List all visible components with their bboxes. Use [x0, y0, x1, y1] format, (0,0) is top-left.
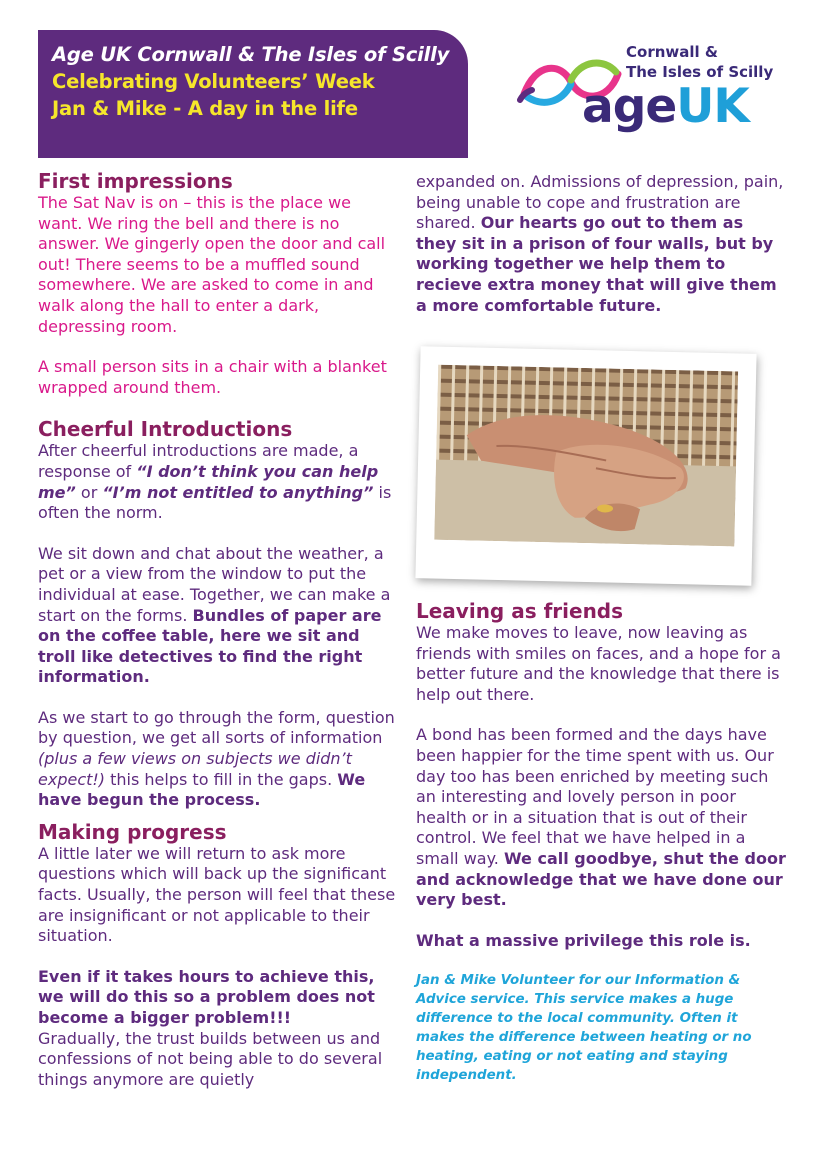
text-run-italic: (plus a few views on subjects we didn’t expect!) [38, 749, 352, 789]
text-run: As we start to go through the form, question by question, we get all sorts of information [38, 707, 395, 748]
header-org-name: Age UK Cornwall & The Isles of Scilly [52, 43, 450, 66]
text-run: or [75, 482, 103, 502]
logo-uk: UK [676, 79, 749, 134]
spacer [416, 911, 788, 931]
text-run-bold: We have begun the process. [38, 769, 366, 810]
header-event: Celebrating Volunteers’ Week [52, 70, 375, 93]
logo-region-line1: Cornwall & [626, 43, 718, 61]
spacer [38, 688, 398, 708]
header-banner [38, 30, 468, 158]
text-run: We sit down and chat about the weather, a pet or a view from the window to put the individual at ease. Together, we can make a start on the forms. [38, 543, 391, 625]
text-run-bold: Our hearts go out to them as they sit in a prison of four walls, but by working together we help them to recieve extra money that will give them a more comfortable future. [416, 213, 777, 315]
heading-first-impressions: First impressions [38, 169, 233, 193]
logo-region [626, 42, 773, 82]
clasped-hands-photo [434, 365, 738, 547]
spacer [416, 951, 788, 971]
spacer [38, 947, 398, 967]
text-run-bold: Even if it takes hours to achieve this, we will do this so a problem does not become a bigger problem!!! [38, 966, 375, 1027]
age-uk-logo [516, 40, 776, 135]
making-progress-p1: A little later we will return to ask more questions which will back up the significant facts. Usually, the person will feel that these are insignificant or not applicable to their situation. [38, 843, 396, 946]
text-run: Gradually, the trust builds between us and confessions of not being able to do several things anymore are quietly [38, 1028, 383, 1089]
logo-age: age [582, 79, 677, 134]
leaving-p2 [416, 725, 788, 910]
spacer [38, 398, 398, 418]
cheerful-introductions-p2 [38, 544, 398, 688]
quote-2: “I’m not entitled to anything” [102, 482, 374, 502]
text-run: is often the norm. [38, 482, 392, 523]
spacer [38, 337, 398, 357]
volunteer-note: Jan & Mike Volunteer for our Information & Advice service. This service makes a huge difference to the local community. Often it makes the difference between heating or no heating, eating or not eating and staying independent. [416, 973, 752, 1084]
logo-wordmark [582, 79, 749, 134]
right-column-top [416, 172, 788, 316]
cheerful-introductions-p3 [38, 708, 398, 811]
first-impressions-p1: The Sat Nav is on – this is the place we want. We ring the bell and there is no answer. We gingerly open the door and call out! There seems to be a muffled sound somewhere. We are asked to come in and walk along the hall to enter a dark, depressing room. [38, 193, 386, 336]
cheerful-introductions-p1 [38, 441, 398, 523]
heading-making-progress: Making progress [38, 819, 227, 844]
spacer [38, 524, 398, 544]
photo-frame [415, 346, 756, 586]
text-run: After cheerful introductions are made, a response of [38, 441, 359, 481]
continued-paragraph [416, 172, 788, 316]
text-run-bold: Bundles of paper are on the coffee table, here we sit and troll like detectives to find the right information. [38, 605, 382, 687]
text-run: expanded on. Admissions of depression, pain, being unable to cope and frustration are shared. [416, 172, 784, 233]
leaving-p3: What a massive privilege this role is. [416, 930, 751, 950]
text-run: A bond has been formed and the days have been happier for the time spent with us. Our day too has been enriched by meeting such an interesting and lovely person in poor health or in a situation that is out of their control. We feel that we have helped in a small way. [416, 725, 774, 868]
text-run-bold: We call goodbye, shut the door and acknowledge that we have done our very best. [416, 848, 786, 910]
spacer [416, 705, 788, 725]
heading-leaving-as-friends: Leaving as friends [416, 599, 624, 623]
quote-1: “I don’t think you can help me” [38, 461, 379, 502]
leaving-p1: We make moves to leave, now leaving as friends with smiles on faces, and a hope for a better future and the knowledge that there is help out there. [416, 623, 781, 704]
logo-region-line2: The Isles of Scilly [626, 63, 774, 81]
header-title: Jan & Mike - A day in the life [52, 97, 358, 120]
first-impressions-p2: A small person sits in a chair with a blanket wrapped around them. [38, 357, 387, 397]
text-run: this helps to fill in the gaps. [105, 769, 338, 789]
left-column [38, 170, 398, 1090]
heading-cheerful-introductions: Cheerful Introductions [38, 417, 293, 442]
making-progress-p2 [38, 967, 398, 1091]
right-column-bottom [416, 600, 788, 1085]
